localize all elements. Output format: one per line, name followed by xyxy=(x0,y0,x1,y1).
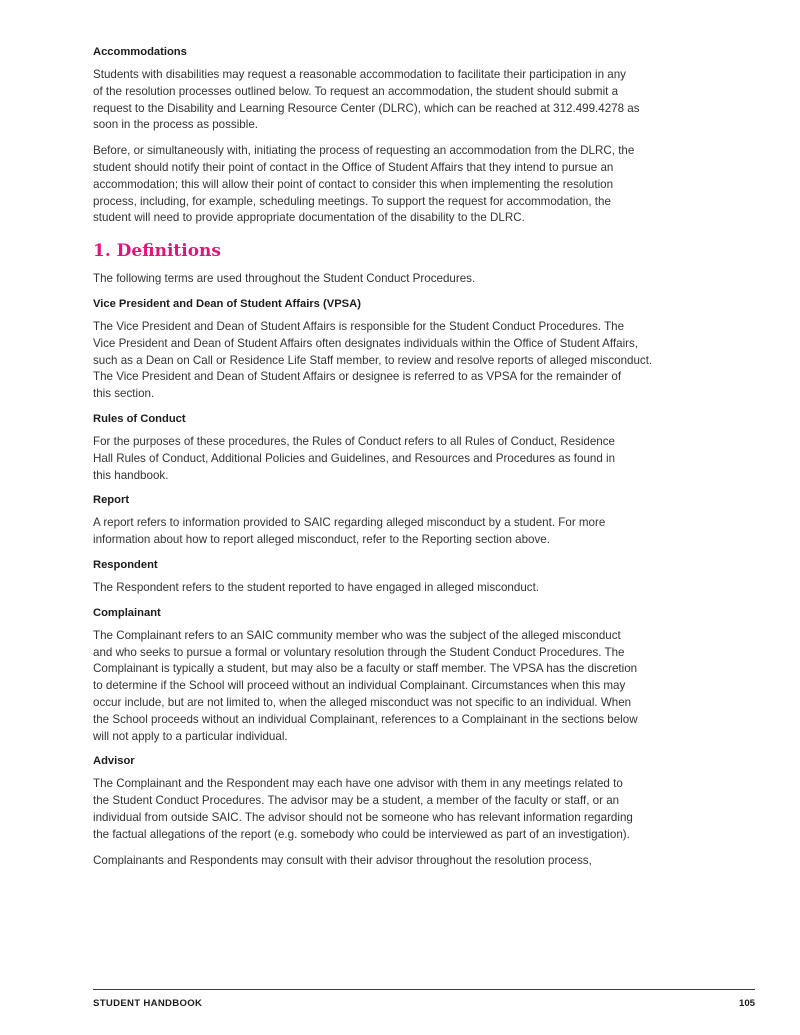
accommodations-paragraph-2: Before, or simultaneously with, initiating the process of requesting an accommodation from the DLRC, the student should notify their point of contact in the Office of Student Affairs that they intend to pursue an accommodation; this will allow their point of contact to consider this when implementing the resolution process, including, for example, scheduling meetings. To support the request for accommodation, the student will need to provide appropriate documentation of the disability to the DLRC. xyxy=(93,144,635,225)
respondent-text: The Respondent refers to the student reported to have engaged in alleged misconduct. xyxy=(93,580,540,594)
footer-divider xyxy=(93,989,755,990)
page-content xyxy=(93,45,755,878)
rules-of-conduct-text: For the purposes of these procedures, the Rules of Conduct refers to all Rules of Conduct, Residence Hall Rules of Conduct, Additional Policies and Guidelines, and Resources and Procedures as found in this handbook. xyxy=(93,434,616,482)
report-text: A report refers to information provided to SAIC regarding alleged misconduct by a student. For more information about how to report alleged misconduct, refer to the Reporting section above. xyxy=(93,516,606,547)
definitions-intro: The following terms are used throughout the Student Conduct Procedures. xyxy=(93,272,476,286)
accommodations-title: Accommodations xyxy=(93,46,187,58)
complainant-title: Complainant xyxy=(93,606,161,619)
report-title: Report xyxy=(93,494,130,507)
footer-title: STUDENT HANDBOOK xyxy=(93,998,203,1009)
vpsa-text: The Vice President and Dean of Student Affairs is responsible for the Student Conduct Procedures. The Vice President and Dean of Student Affairs often designates individuals within the Office of Student Affairs, such as a Dean on Call or Residence Life Staff member, to review and resolve reports of alleged misconduct. The Vice President and Dean of Student Affairs or designee is referred to as VPSA for the remainder of this section. xyxy=(93,319,653,401)
advisor-text: The Complainant and the Respondent may each have one advisor with them in any meetings related to the Student Conduct Procedures. The advisor may be a student, a member of the faculty or staff, or an individual from outside SAIC. The advisor should not be someone who has relevant information regarding the factual allegations of the report (e.g. somebody who could be interviewed as part of an investigation). xyxy=(93,777,633,841)
respondent-title: Respondent xyxy=(93,558,158,571)
rules-of-conduct-title: Rules of Conduct xyxy=(93,412,186,425)
complainant-text: The Complainant refers to an SAIC community member who was the subject of the alleged misconduct and who seeks to pursue a formal or voluntary resolution through the Student Conduct Procedures. The Complainant is typically a student, but may also be a faculty or staff member. The VPSA has the discretion to determine if the School will proceed without an individual Complainant. Circumstances when this may occur include, but are not limited to, when the alleged misconduct was not specific to an individual. When the School proceeds without an individual Complainant, references to a Complainant in the sections below will not apply to a particular individual. xyxy=(93,628,638,743)
accommodations-paragraph-1: Students with disabilities may request a reasonable accommodation to facilitate their participation in any of the resolution processes outlined below. To request an accommodation, the student should submit a request to the Disability and Learning Resource Center (DLRC), which can be reached at 312.499.4278 as soon in the process as possible. xyxy=(93,68,640,132)
advisor-text-2: Complainants and Respondents may consult with their advisor throughout the resolution process, xyxy=(93,853,592,867)
page-number: 105 xyxy=(738,998,755,1009)
vpsa-title: Vice President and Dean of Student Affairs (VPSA) xyxy=(93,297,361,310)
definitions-heading: 1. Definitions xyxy=(93,241,221,262)
advisor-title: Advisor xyxy=(93,755,135,768)
